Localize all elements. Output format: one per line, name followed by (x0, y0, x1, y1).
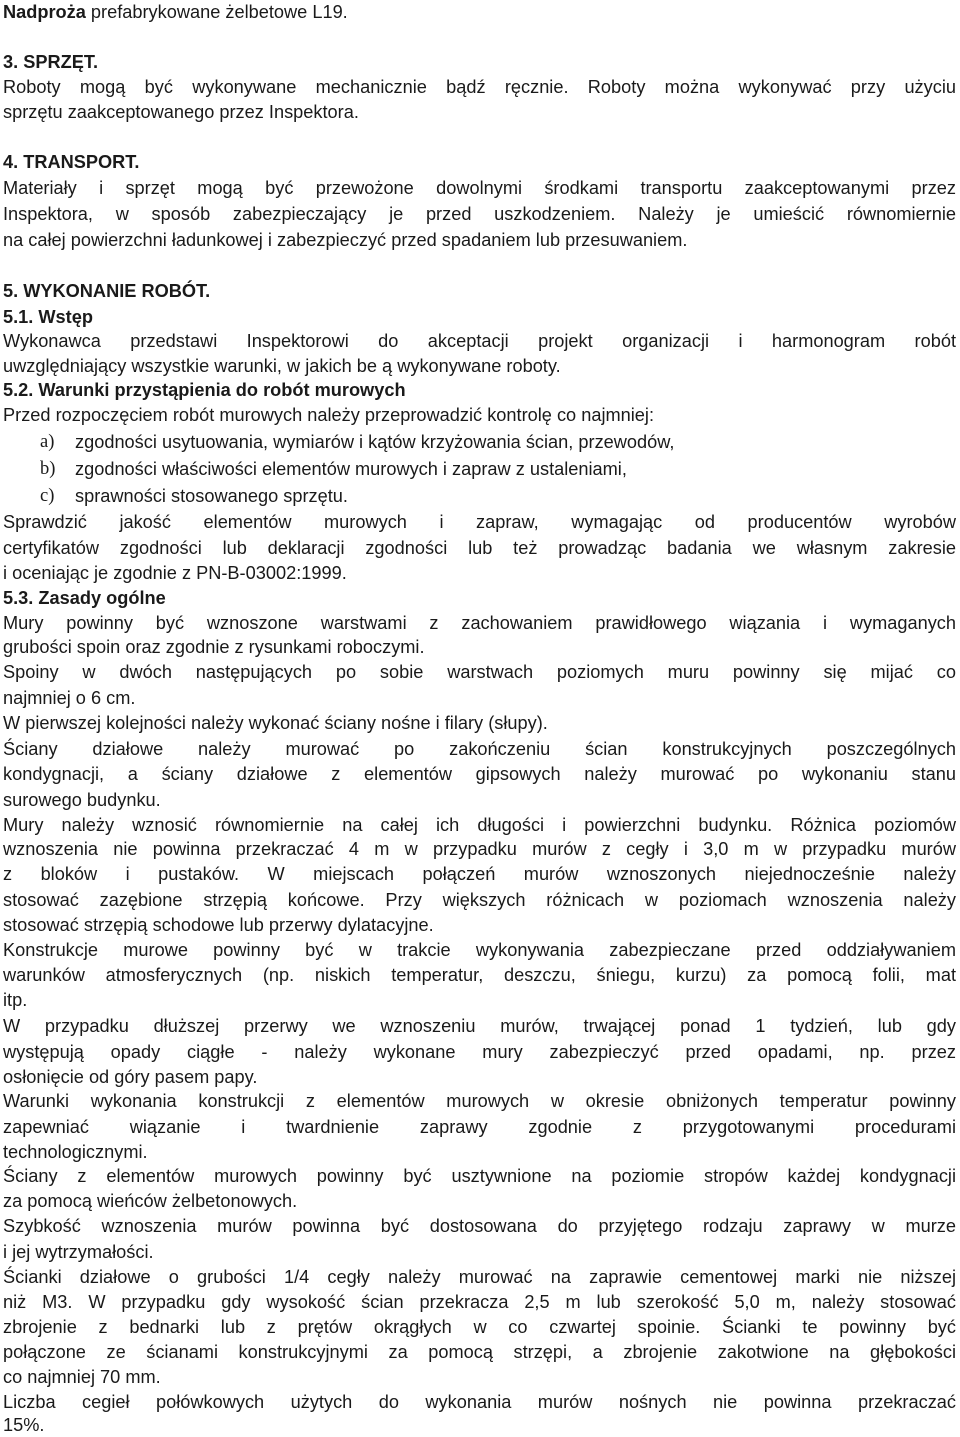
paragraph-line: surowego budynku. (3, 790, 161, 810)
paragraph-line: warunków atmosferycznych (np. niskich temperatur, deszczu, śniegu, kurzu) za pomocą folii, mat (3, 965, 956, 985)
paragraph-line: Szybkość wznoszenia murów powinna być dostosowana do przyjętego rodzaju zaprawy w murze (3, 1216, 956, 1236)
paragraph-line: Przed rozpoczęciem robót murowych należy przeprowadzić kontrolę co najmniej: (3, 405, 654, 425)
list-item-text: sprawności stosowanego sprzętu. (75, 486, 348, 506)
section-5-2-heading: 5.2. Warunki przystąpienia do robót murowych (3, 380, 406, 400)
list-marker: c) (40, 486, 55, 506)
paragraph-line: Roboty mogą być wykonywane mechanicznie bądź ręcznie. Roboty można wykonywać przy użyciu (3, 77, 956, 97)
paragraph-line: występują opady ciągłe - należy wykonane mury zabezpieczyć przed opadami, np. przez (3, 1042, 956, 1062)
document-title-bold: Nadproża (3, 2, 86, 22)
paragraph-line: kondygnacji, a ściany działowe z elementów gipsowych należy murować po wykonaniu stanu (3, 764, 956, 784)
list-marker: a) (40, 432, 55, 452)
paragraph-line: W przypadku dłuższej przerwy we wznoszeniu murów, trwającej ponad 1 tydzień, lub gdy (3, 1016, 956, 1036)
paragraph-line: 15%. (3, 1415, 45, 1435)
paragraph-line: Ściany z elementów murowych powinny być usztywnione na poziomie stropów każdej kondygnacji (3, 1166, 956, 1186)
list-item-text: zgodności właściwości elementów murowych i zapraw z ustaleniami, (75, 459, 627, 479)
paragraph-line: i jej wytrzymałości. (3, 1242, 154, 1262)
section-5-3-heading: 5.3. Zasady ogólne (3, 588, 166, 608)
paragraph-line: na całej powierzchni ładunkowej i zabezpieczyć przed spadaniem lub przesuwaniem. (3, 230, 688, 250)
paragraph-line: technologicznymi. (3, 1142, 148, 1162)
paragraph-line: i oceniając je zgodnie z PN-B-03002:1999. (3, 563, 347, 583)
document-title (3, 0, 348, 24)
paragraph-line: Spoiny w dwóch następujących po sobie warstwach poziomych muru powinny się mijać co (3, 662, 956, 682)
paragraph-line: osłonięcie od góry pasem papy. (3, 1067, 258, 1087)
document-title-rest: prefabrykowane żelbetowe L19. (85, 2, 348, 22)
paragraph-line: Mury powinny być wznoszone warstwami z zachowaniem prawidłowego wiązania i wymaganych (3, 613, 956, 633)
paragraph-line: niż M3. W przypadku gdy wysokość ścian przekracza 2,5 m lub szerokość 5,0 m, należy stosować (3, 1292, 956, 1312)
paragraph-line: Mury należy wznosić równomiernie na całej ich długości i powierzchni budynku. Różnica poziomów (3, 815, 956, 835)
paragraph-line: z bloków i pustaków. W miejscach połączeń murów wznoszonych niejednocześnie należy (3, 864, 956, 884)
paragraph-line: Materiały i sprzęt mogą być przewożone dowolnymi środkami transportu zaakceptowanymi przez (3, 178, 956, 198)
paragraph-line: zapewniać wiązanie i twardnienie zaprawy zgodnie z przygotowanymi procedurami (3, 1117, 956, 1137)
paragraph-line: wznoszenia nie powinna przekraczać 4 m w przypadku murów z cegły i 3,0 m w przypadku murów (3, 839, 956, 859)
paragraph-line: grubości spoin oraz zgodnie z rysunkami roboczymi. (3, 637, 425, 657)
paragraph-line: połączone ze ścianami konstrukcyjnymi za pomocą strzępi, a zbrojenie zakotwione na głębokości (3, 1342, 956, 1362)
paragraph-line: Konstrukcje murowe powinny być w trakcie wykonywania zabezpieczane przed oddziaływaniem (3, 940, 956, 960)
paragraph-line: certyfikatów zgodności lub deklaracji zgodności lub też prowadząc badania we własnym zakresie (3, 538, 956, 558)
paragraph-line: najmniej o 6 cm. (3, 688, 136, 708)
paragraph-line: za pomocą wieńców żelbetonowych. (3, 1191, 298, 1211)
section-3-heading: 3. SPRZĘT. (3, 52, 99, 72)
paragraph-line: itp. (3, 990, 28, 1010)
paragraph-line: uwzględniający wszystkie warunki, w jakich be ą wykonywane roboty. (3, 356, 561, 376)
paragraph-line: Inspektora, w sposób zabezpieczający je przed uszkodzeniem. Należy je umieścić równomiernie (3, 204, 956, 224)
paragraph-line: sprzętu zaakceptowanego przez Inspektora. (3, 102, 359, 122)
paragraph-line: stosować zazębione strzępią końcowe. Przy większych różnicach w poziomach wznoszenia należy (3, 890, 956, 910)
section-5-heading: 5. WYKONANIE ROBÓT. (3, 281, 211, 301)
paragraph-line: Ściany działowe należy murować po zakończeniu ścian konstrukcyjnych poszczególnych (3, 739, 956, 759)
paragraph-line: Sprawdzić jakość elementów murowych i zapraw, wymagając od producentów wyrobów (3, 512, 956, 532)
paragraph-line: co najmniej 70 mm. (3, 1367, 161, 1387)
paragraph-line: stosować strzępią schodowe lub przerwy dylatacyjne. (3, 915, 434, 935)
paragraph-line: Wykonawca przedstawi Inspektorowi do akceptacji projekt organizacji i harmonogram robót (3, 331, 956, 351)
list-marker: b) (40, 459, 56, 479)
list-item-text: zgodności usytuowania, wymiarów i kątów krzyżowania ścian, przewodów, (75, 432, 675, 452)
section-4-heading: 4. TRANSPORT. (3, 152, 140, 172)
paragraph-line: zbrojenie z bednarki lub z prętów okrągłych w co czwartej spoinie. Ścianki te powinny być (3, 1317, 956, 1337)
paragraph-line: W pierwszej kolejności należy wykonać ściany nośne i filary (słupy). (3, 713, 548, 733)
section-5-1-heading: 5.1. Wstęp (3, 307, 93, 327)
paragraph-line: Liczba cegieł połówkowych użytych do wykonania murów nośnych nie powinna przekraczać (3, 1392, 956, 1412)
paragraph-line: Warunki wykonania konstrukcji z elementów murowych w okresie obniżonych temperatur powinny (3, 1091, 956, 1111)
paragraph-line: Ścianki działowe o grubości 1/4 cegły należy murować na zaprawie cementowej marki nie niższej (3, 1267, 956, 1287)
